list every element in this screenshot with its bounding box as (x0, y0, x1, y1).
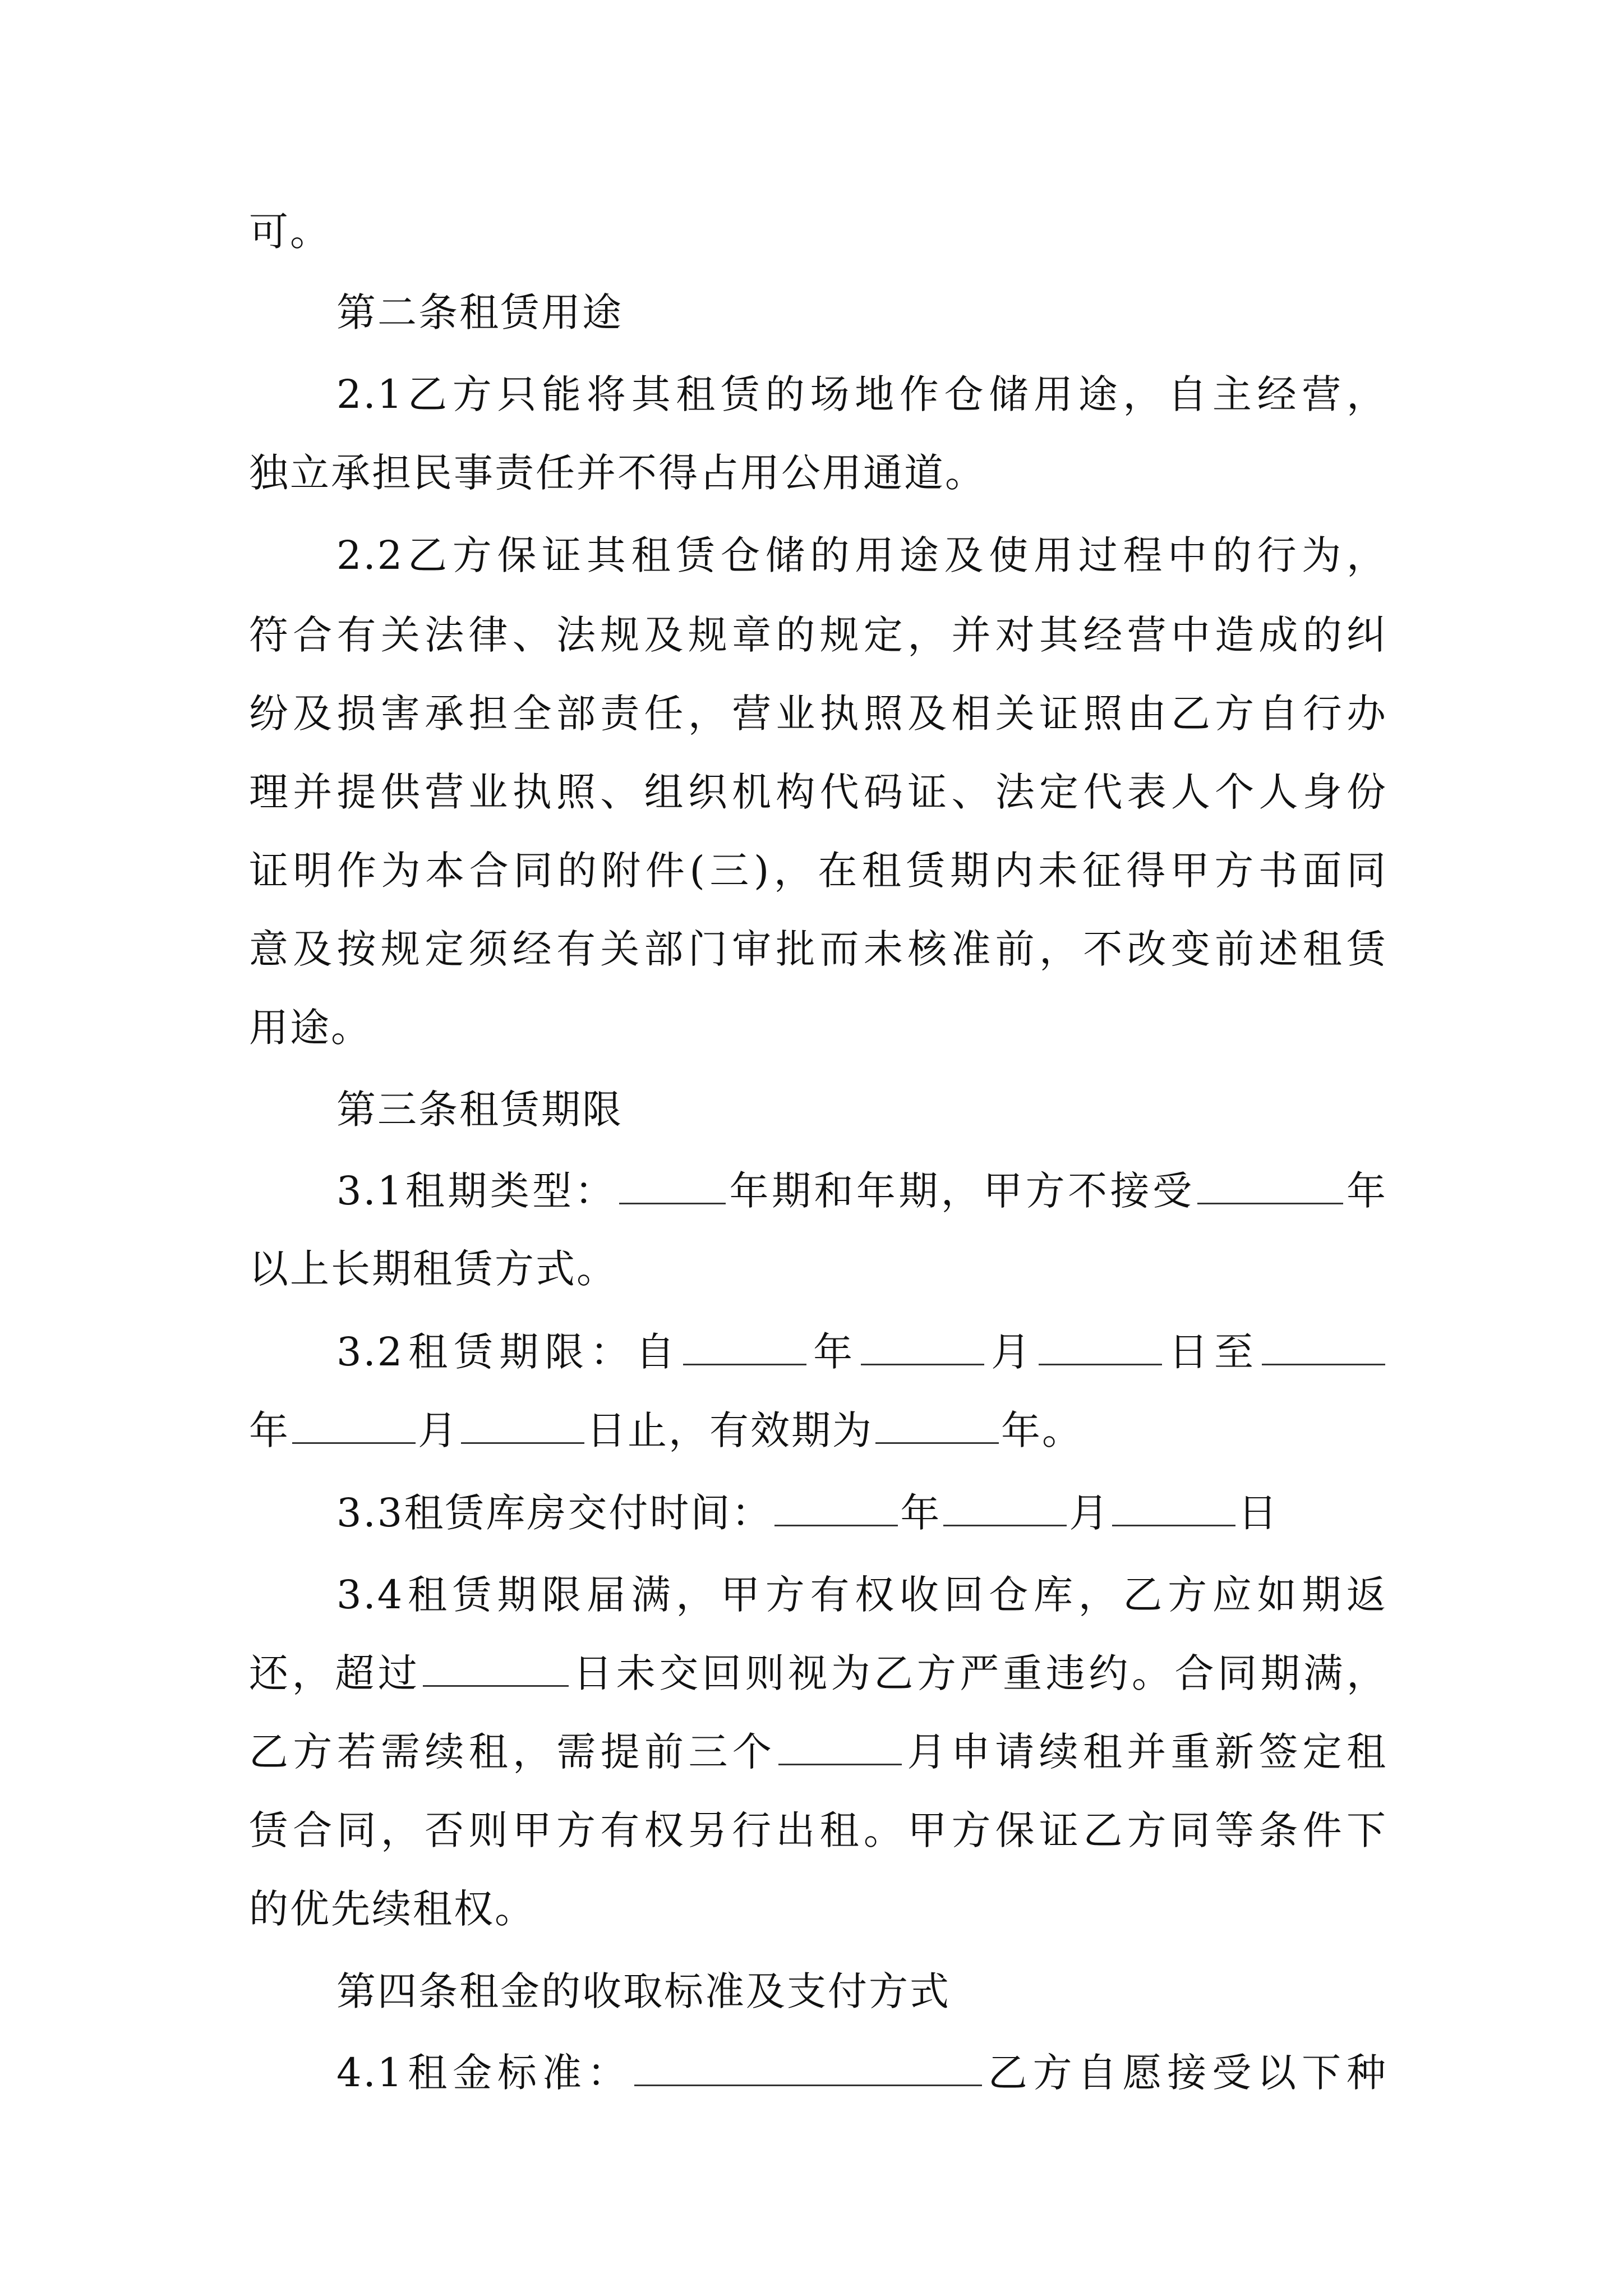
text-segment: 3.2租赁期限：自 (336, 1329, 681, 1375)
text-line: 符合有关法律、法规及规章的规定，并对其经营中造成的纠 (249, 612, 1387, 658)
fill-blank (774, 1485, 898, 1526)
text-line: 2.2乙方保证其租赁仓储的用途及使用过程中的行为， (336, 532, 1387, 578)
section-heading: 第三条租赁期限 (336, 1087, 623, 1133)
text-segment: 年 (900, 1490, 942, 1536)
text-segment: 年 (1345, 1168, 1388, 1214)
text-line: 独立承担民事责任并不得占用公用通道。 (249, 450, 986, 496)
fill-blank (634, 2045, 982, 2086)
text-segment: 日至 (1164, 1329, 1260, 1375)
text-line: 3.4租赁期限届满，甲方有权收回仓库，乙方应如期返 (336, 1572, 1387, 1618)
text-segment: 年。 (1001, 1407, 1083, 1453)
text-segment: 3.3租赁库房交付时间： (336, 1490, 773, 1536)
text-line (336, 1479, 1387, 1547)
fill-blank (683, 1324, 806, 1365)
fill-blank (861, 1324, 984, 1365)
text-line: 证明作为本合同的附件(三)，在租赁期内未征得甲方书面同 (249, 848, 1387, 894)
text-line: 用途。 (249, 1005, 372, 1051)
text-segment: 日 (1238, 1490, 1279, 1536)
fill-blank (1039, 1324, 1162, 1365)
fill-blank (619, 1163, 726, 1204)
text-segment: 日止，有效期为 (587, 1407, 873, 1453)
text-line (336, 1157, 1387, 1225)
fill-blank (292, 1403, 416, 1444)
text-segment: 月 (418, 1407, 459, 1453)
text-line: 意及按规定须经有关部门审批而未核准前，不改变前述租赁 (249, 926, 1387, 972)
text-segment: 3.1租期类型： (336, 1168, 617, 1214)
fill-blank (875, 1403, 999, 1444)
section-heading: 第四条租金的收取标准及支付方式 (336, 1968, 951, 2014)
text-segment: 乙方自愿接受以下种 (984, 2050, 1387, 2096)
fill-blank (1197, 1163, 1343, 1204)
text-line (336, 2039, 1387, 2106)
text-line: 可。 (249, 209, 331, 255)
text-line (249, 1397, 1387, 1464)
text-segment: 月 (986, 1329, 1037, 1375)
text-line (249, 1640, 1387, 1707)
fill-blank (461, 1403, 584, 1444)
fill-blank (943, 1485, 1067, 1526)
fill-blank (1112, 1485, 1235, 1526)
text-segment: 还，超过 (249, 1650, 421, 1696)
section-heading: 第二条租赁用途 (336, 289, 623, 335)
text-line: 理并提供营业执照、组织机构代码证、法定代表人个人身份 (249, 769, 1387, 815)
fill-blank (1262, 1324, 1385, 1365)
text-line: 纷及损害承担全部责任，营业执照及相关证照由乙方自行办 (249, 691, 1387, 737)
text-segment: 日未交回则视为乙方严重违约。合同期满， (571, 1650, 1388, 1696)
fill-blank (423, 1646, 569, 1687)
text-line (336, 1318, 1387, 1386)
text-line (249, 1718, 1387, 1786)
text-line: 以上长期租赁方式。 (249, 1246, 617, 1292)
text-line: 的优先续租权。 (249, 1886, 536, 1932)
text-segment: 年期和年期，甲方不接受 (728, 1168, 1195, 1214)
text-segment: 乙方若需续租，需提前三个 (249, 1729, 777, 1775)
text-segment: 4.1租金标准： (336, 2050, 632, 2096)
text-segment: 月 (1069, 1490, 1110, 1536)
text-line: 赁合同，否则甲方有权另行出租。甲方保证乙方同等条件下 (249, 1807, 1387, 1853)
fill-blank (778, 1724, 902, 1765)
text-segment: 月申请续租并重新签定租 (904, 1729, 1388, 1775)
text-segment: 年 (809, 1329, 859, 1375)
text-segment: 年 (249, 1407, 290, 1453)
text-line: 2.1乙方只能将其租赁的场地作仓储用途，自主经营， (336, 371, 1387, 417)
